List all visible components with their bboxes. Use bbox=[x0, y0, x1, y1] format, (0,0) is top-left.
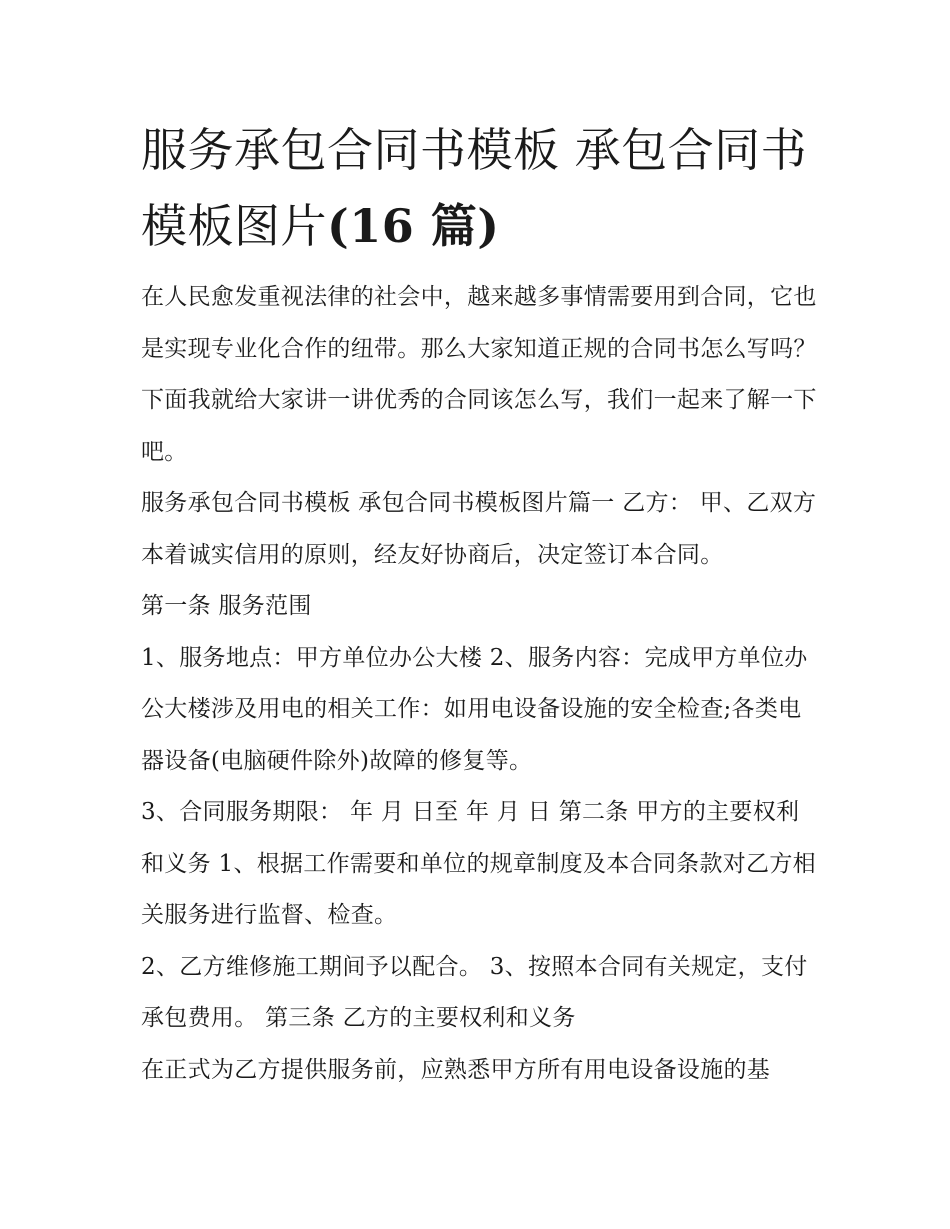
paragraph-service-term: 3、合同服务期限： 年 月 日至 年 月 日 第二条 甲方的主要权利和义务 1、根据工作需要和单位的规章制度及本合同条款对乙方相关服务进行监督、检查。 bbox=[141, 799, 816, 928]
paragraph-service-location: 1、服务地点：甲方单位办公大楼 2、服务内容：完成甲方单位办公大楼涉及用电的相关工作：如用电设备设施的安全检查;各类电器设备(电脑硬件除外)故障的修复等。 bbox=[141, 644, 808, 774]
document-body bbox=[141, 112, 821, 1096]
paragraph-article-1-heading: 第一条 服务范围 bbox=[141, 593, 312, 619]
paragraph-preamble: 服务承包合同书模板 承包合同书模板图片篇一 乙方： 甲、乙双方本着诚实信用的原则，经友好协商后，决定签订本合同。 bbox=[141, 490, 817, 568]
title-main: 服务承包合同书模板 承包合同书模板图片 bbox=[141, 123, 808, 253]
paragraph-party-b-duties: 在正式为乙方提供服务前，应熟悉甲方所有用电设备设施的基 bbox=[141, 1056, 771, 1083]
title-suffix: (16 篇) bbox=[327, 199, 500, 253]
paragraph-party-a-duties: 2、乙方维修施工期间予以配合。 3、按照本合同有关规定，支付承包费用。 第三条 乙方的主要权利和义务 bbox=[141, 953, 808, 1031]
paragraph-intro: 在人民愈发重视法律的社会中，越来越多事情需要用到合同，它也是实现专业化合作的纽带。那么大家知道正规的合同书怎么写吗？下面我就给大家讲一讲优秀的合同该怎么写，我们一起来了解一下吧。 bbox=[141, 284, 817, 465]
document-title bbox=[141, 112, 821, 264]
